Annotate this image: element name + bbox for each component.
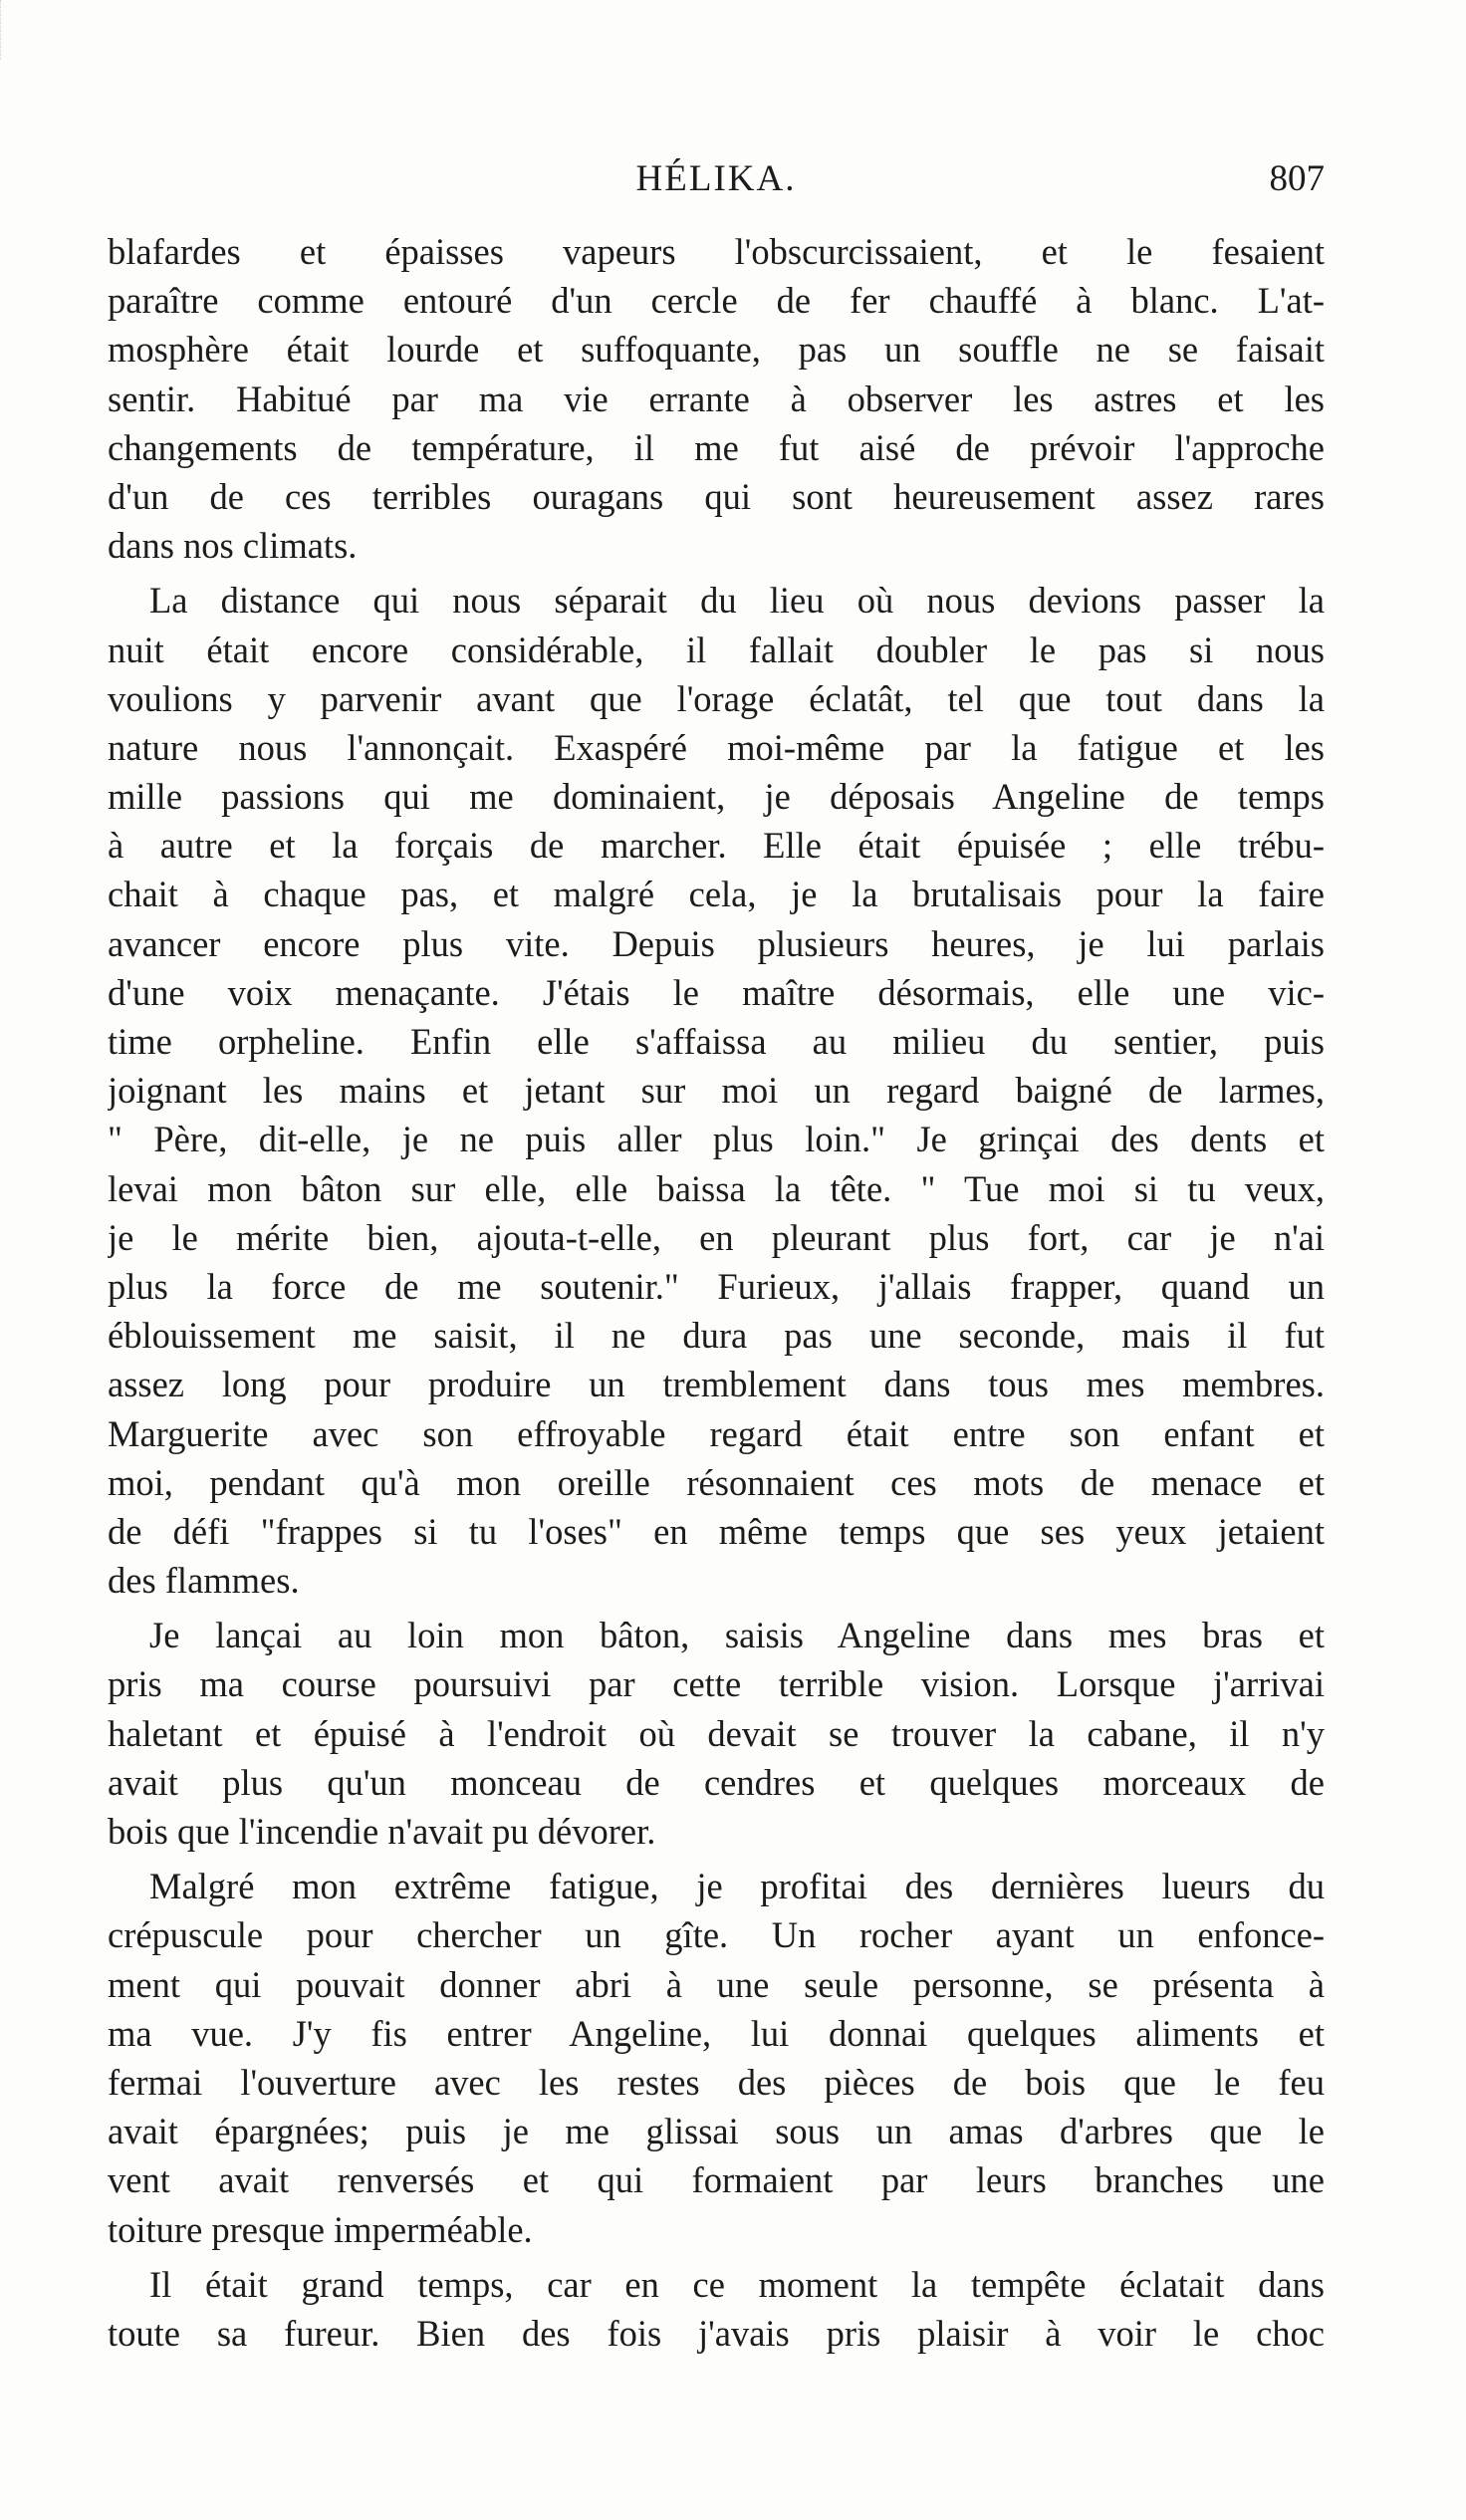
text-line: d'une voix menaçante. J'étais le maître désormais, elle une vic- [108, 971, 1325, 1013]
text-line: blafardes et épaisses vapeurs l'obscurcissaient, et le fesaient [108, 231, 1325, 272]
text-line: pris ma course poursuivi par cette terrible vision. Lorsque j'arrivai [108, 1663, 1325, 1705]
text-line: crépuscule pour chercher un gîte. Un rocher ayant un enfonce- [108, 1914, 1325, 1956]
text-line: éblouissement me saisit, il ne dura pas une seconde, mais il fut [108, 1315, 1325, 1357]
text-line: " Père, dit-elle, je ne puis aller plus loin." Je grinçai des dents et [108, 1119, 1325, 1160]
text-line: chait à chaque pas, et malgré cela, je la brutalisais pour la faire [108, 874, 1325, 915]
page-header [108, 149, 1325, 209]
text-line: ment qui pouvait donner abri à une seule personne, se présenta à [108, 1963, 1325, 2005]
text-line: voulions y parvenir avant que l'orage éclatât, tel que tout dans la [108, 677, 1325, 719]
text-line: ma vue. J'y fis entrer Angeline, lui donnai quelques aliments et [108, 2012, 1325, 2054]
paragraph [108, 576, 1325, 1605]
text-line: à autre et la forçais de marcher. Elle était épuisée ; elle trébu- [108, 825, 1325, 867]
scan-edge-mark [0, 0, 19, 60]
text-line: des flammes. [108, 1560, 300, 1602]
text-line: bois que l'incendie n'avait pu dévorer. [108, 1811, 656, 1852]
text-line: mille passions qui me dominaient, je déposais Angeline de temps [108, 776, 1325, 818]
text-line: changements de température, il me fut aisé de prévoir l'approche [108, 426, 1325, 468]
paragraph [108, 227, 1325, 570]
text-line: sentir. Habitué par ma vie errante à observer les astres et les [108, 378, 1325, 419]
text-line: nature nous l'annonçait. Exaspéré moi-même par la fatigue et les [108, 726, 1325, 768]
text-line: je le mérite bien, ajouta-t-elle, en pleurant plus fort, car je n'ai [108, 1216, 1325, 1258]
text-line: Marguerite avec son effroyable regard était entre son enfant et [108, 1412, 1325, 1454]
text-line: dans nos climats. [108, 525, 358, 567]
text-line: mosphère était lourde et suffoquante, pas un souffle ne se faisait [108, 329, 1325, 371]
text-line: joignant les mains et jetant sur moi un regard baigné de larmes, [108, 1070, 1325, 1112]
text-line: levai mon bâton sur elle, elle baissa la tête. " Tue moi si tu veux, [108, 1167, 1325, 1209]
text-line: moi, pendant qu'à mon oreille résonnaient ces mots de menace et [108, 1461, 1325, 1503]
running-title: HÉLIKA. [635, 158, 797, 199]
text-line: haletant et épuisé à l'endroit où devait se trouver la cabane, il n'y [108, 1712, 1325, 1754]
text-line: Je lançai au loin mon bâton, saisis Angeline dans mes bras et [149, 1615, 1325, 1656]
paragraph [108, 2260, 1325, 2358]
text-line: plus la force de me soutenir." Furieux, j'allais frapper, quand un [108, 1265, 1325, 1307]
text-line: nuit était encore considérable, il fallait doubler le pas si nous [108, 629, 1325, 670]
text-line: avancer encore plus vite. Depuis plusieurs heures, je lui parlais [108, 922, 1325, 964]
text-line: Malgré mon extrême fatigue, je profitai des dernières lueurs du [149, 1866, 1325, 1907]
text-line: avait plus qu'un monceau de cendres et quelques morceaux de [108, 1761, 1325, 1803]
text-line: toute sa fureur. Bien des fois j'avais pris plaisir à voir le choc [108, 2312, 1325, 2354]
paragraph [108, 1862, 1325, 2254]
text-line: fermai l'ouverture avec les restes des pièces de bois que le feu [108, 2061, 1325, 2103]
text-line: La distance qui nous séparait du lieu où nous devions passer la [149, 580, 1325, 622]
text-line: paraître comme entouré d'un cercle de fer chauffé à blanc. L'at- [108, 280, 1325, 322]
text-line: toiture presque imperméable. [108, 2208, 533, 2250]
body-text [108, 227, 1325, 2358]
text-line: assez long pour produire un tremblement dans tous mes membres. [108, 1364, 1325, 1405]
text-line: time orpheline. Enfin elle s'affaissa au milieu du sentier, puis [108, 1021, 1325, 1062]
paragraph [108, 1611, 1325, 1856]
text-line: Il était grand temps, car en ce moment la tempête éclatait dans [149, 2263, 1325, 2305]
page-number: 807 [1269, 158, 1325, 199]
text-line: vent avait renversés et qui formaient par leurs branches une [108, 2159, 1325, 2201]
text-line: avait épargnées; puis je me glissai sous un amas d'arbres que le [108, 2111, 1325, 2152]
text-line: de défi "frappes si tu l'oses" en même temps que ses yeux jetaient [108, 1510, 1325, 1552]
text-line: d'un de ces terribles ouragans qui sont heureusement assez rares [108, 475, 1325, 517]
